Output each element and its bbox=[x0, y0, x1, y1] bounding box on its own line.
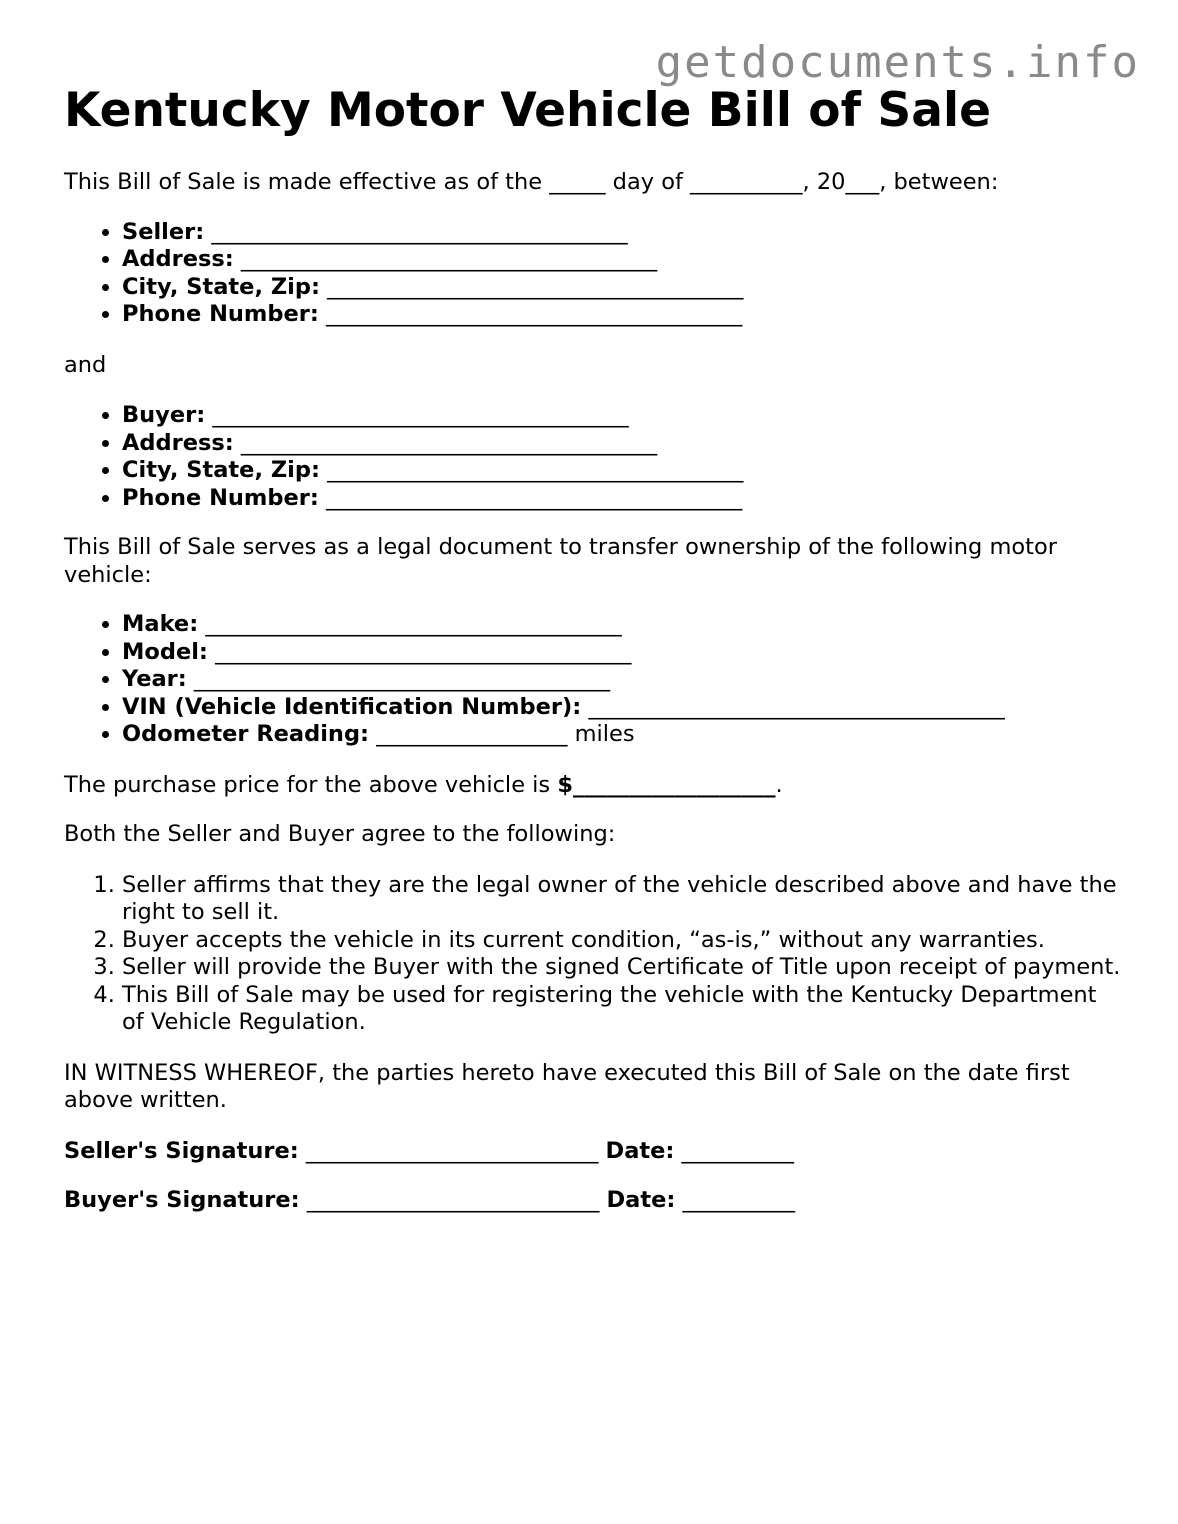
field-blank: _____________________________________ bbox=[233, 429, 658, 456]
vehicle-year-field bbox=[122, 666, 1124, 694]
seller-signature-label: Seller's Signature: bbox=[64, 1137, 299, 1164]
signature-blank: __________________________ bbox=[299, 1187, 607, 1213]
field-label: Odometer Reading: bbox=[122, 721, 370, 747]
field-label: Seller: bbox=[122, 218, 205, 245]
field-label: City, State, Zip: bbox=[122, 457, 320, 483]
vehicle-odometer-field bbox=[122, 721, 1124, 749]
seller-phone-field bbox=[122, 301, 1124, 329]
buyer-address-field bbox=[122, 430, 1124, 458]
agreement-intro: Both the Seller and Buyer agree to the following: bbox=[64, 821, 616, 847]
document-title: Kentucky Motor Vehicle Bill of Sale bbox=[64, 83, 991, 138]
buyer-fields-list bbox=[64, 402, 1124, 512]
price-prefix: The purchase price for the above vehicle is bbox=[64, 771, 558, 798]
term-item: 3. Seller will provide the Buyer with the signed Certificate of Title upon receipt of payment. bbox=[122, 954, 1124, 982]
term-item: 2. Buyer accepts the vehicle in its current condition, “as-is,” without any warranties. bbox=[122, 927, 1124, 955]
watermark-text: getdocuments.info bbox=[655, 37, 1140, 88]
field-blank: _________________ miles bbox=[369, 721, 635, 747]
and-text: and bbox=[64, 351, 107, 378]
field-blank: _____________________________________ bbox=[319, 457, 744, 483]
field-blank: _____________________________________ bbox=[318, 301, 743, 327]
field-blank: _____________________________________ bbox=[204, 218, 628, 245]
field-label: Phone Number: bbox=[122, 301, 319, 327]
seller-address-field bbox=[122, 246, 1124, 274]
vehicle-fields-list bbox=[64, 611, 1124, 749]
field-label: Buyer: bbox=[122, 402, 206, 428]
field-blank: _____________________________________ bbox=[581, 693, 1005, 720]
date-label: Date: bbox=[605, 1137, 675, 1164]
vehicle-model-field bbox=[122, 639, 1124, 667]
terms-list bbox=[64, 872, 1124, 1037]
transfer-paragraph: This Bill of Sale serves as a legal document to transfer ownership of the following motor vehicle: bbox=[64, 534, 1057, 588]
field-label: Phone Number: bbox=[122, 484, 319, 511]
witness-paragraph: IN WITNESS WHEREOF, the parties hereto have executed this Bill of Sale on the date first above written. bbox=[64, 1059, 1070, 1113]
term-item: 4. This Bill of Sale may be used for registering the vehicle with the Kentucky Department of Vehicle Regulation. bbox=[122, 982, 1124, 1037]
field-blank: _____________________________________ bbox=[318, 484, 743, 511]
signature-blank: __________________________ bbox=[298, 1137, 606, 1164]
buyer-name-field bbox=[122, 402, 1124, 430]
date-blank: __________ bbox=[675, 1187, 796, 1213]
field-label: Address: bbox=[122, 246, 234, 272]
field-blank: _____________________________________ bbox=[233, 246, 658, 272]
seller-fields-list bbox=[64, 219, 1124, 329]
date-label: Date: bbox=[606, 1187, 676, 1213]
seller-city-state-zip-field bbox=[122, 274, 1124, 302]
buyer-phone-field bbox=[122, 485, 1124, 513]
field-label: VIN (Vehicle Identification Number): bbox=[122, 693, 582, 720]
price-amount: $__________________ bbox=[557, 771, 776, 798]
document-page bbox=[64, 80, 1124, 1215]
term-item: 1. Seller affirms that they are the legal owner of the vehicle described above and have the right to sell it. bbox=[122, 872, 1124, 927]
purchase-price-paragraph bbox=[64, 772, 1124, 800]
buyer-signature-line bbox=[64, 1187, 1124, 1215]
field-label: Year: bbox=[122, 666, 187, 692]
price-suffix: . bbox=[775, 771, 783, 798]
vehicle-make-field bbox=[122, 611, 1124, 639]
buyer-signature-label: Buyer's Signature: bbox=[64, 1187, 300, 1213]
seller-signature-line bbox=[64, 1138, 1124, 1166]
date-blank: __________ bbox=[674, 1137, 795, 1164]
field-blank: _____________________________________ bbox=[198, 611, 622, 637]
field-blank: _____________________________________ bbox=[186, 666, 611, 692]
field-label: City, State, Zip: bbox=[122, 273, 320, 300]
field-label: Make: bbox=[122, 611, 199, 637]
vehicle-vin-field bbox=[122, 694, 1124, 722]
field-blank: _____________________________________ bbox=[207, 638, 632, 665]
buyer-city-state-zip-field bbox=[122, 457, 1124, 485]
seller-name-field bbox=[122, 219, 1124, 247]
field-blank: _____________________________________ bbox=[319, 273, 744, 300]
field-blank: _____________________________________ bbox=[205, 402, 629, 428]
intro-paragraph: This Bill of Sale is made effective as of the _____ day of __________, 20___, between: bbox=[64, 169, 999, 195]
field-label: Address: bbox=[122, 429, 234, 456]
field-label: Model: bbox=[122, 638, 208, 665]
